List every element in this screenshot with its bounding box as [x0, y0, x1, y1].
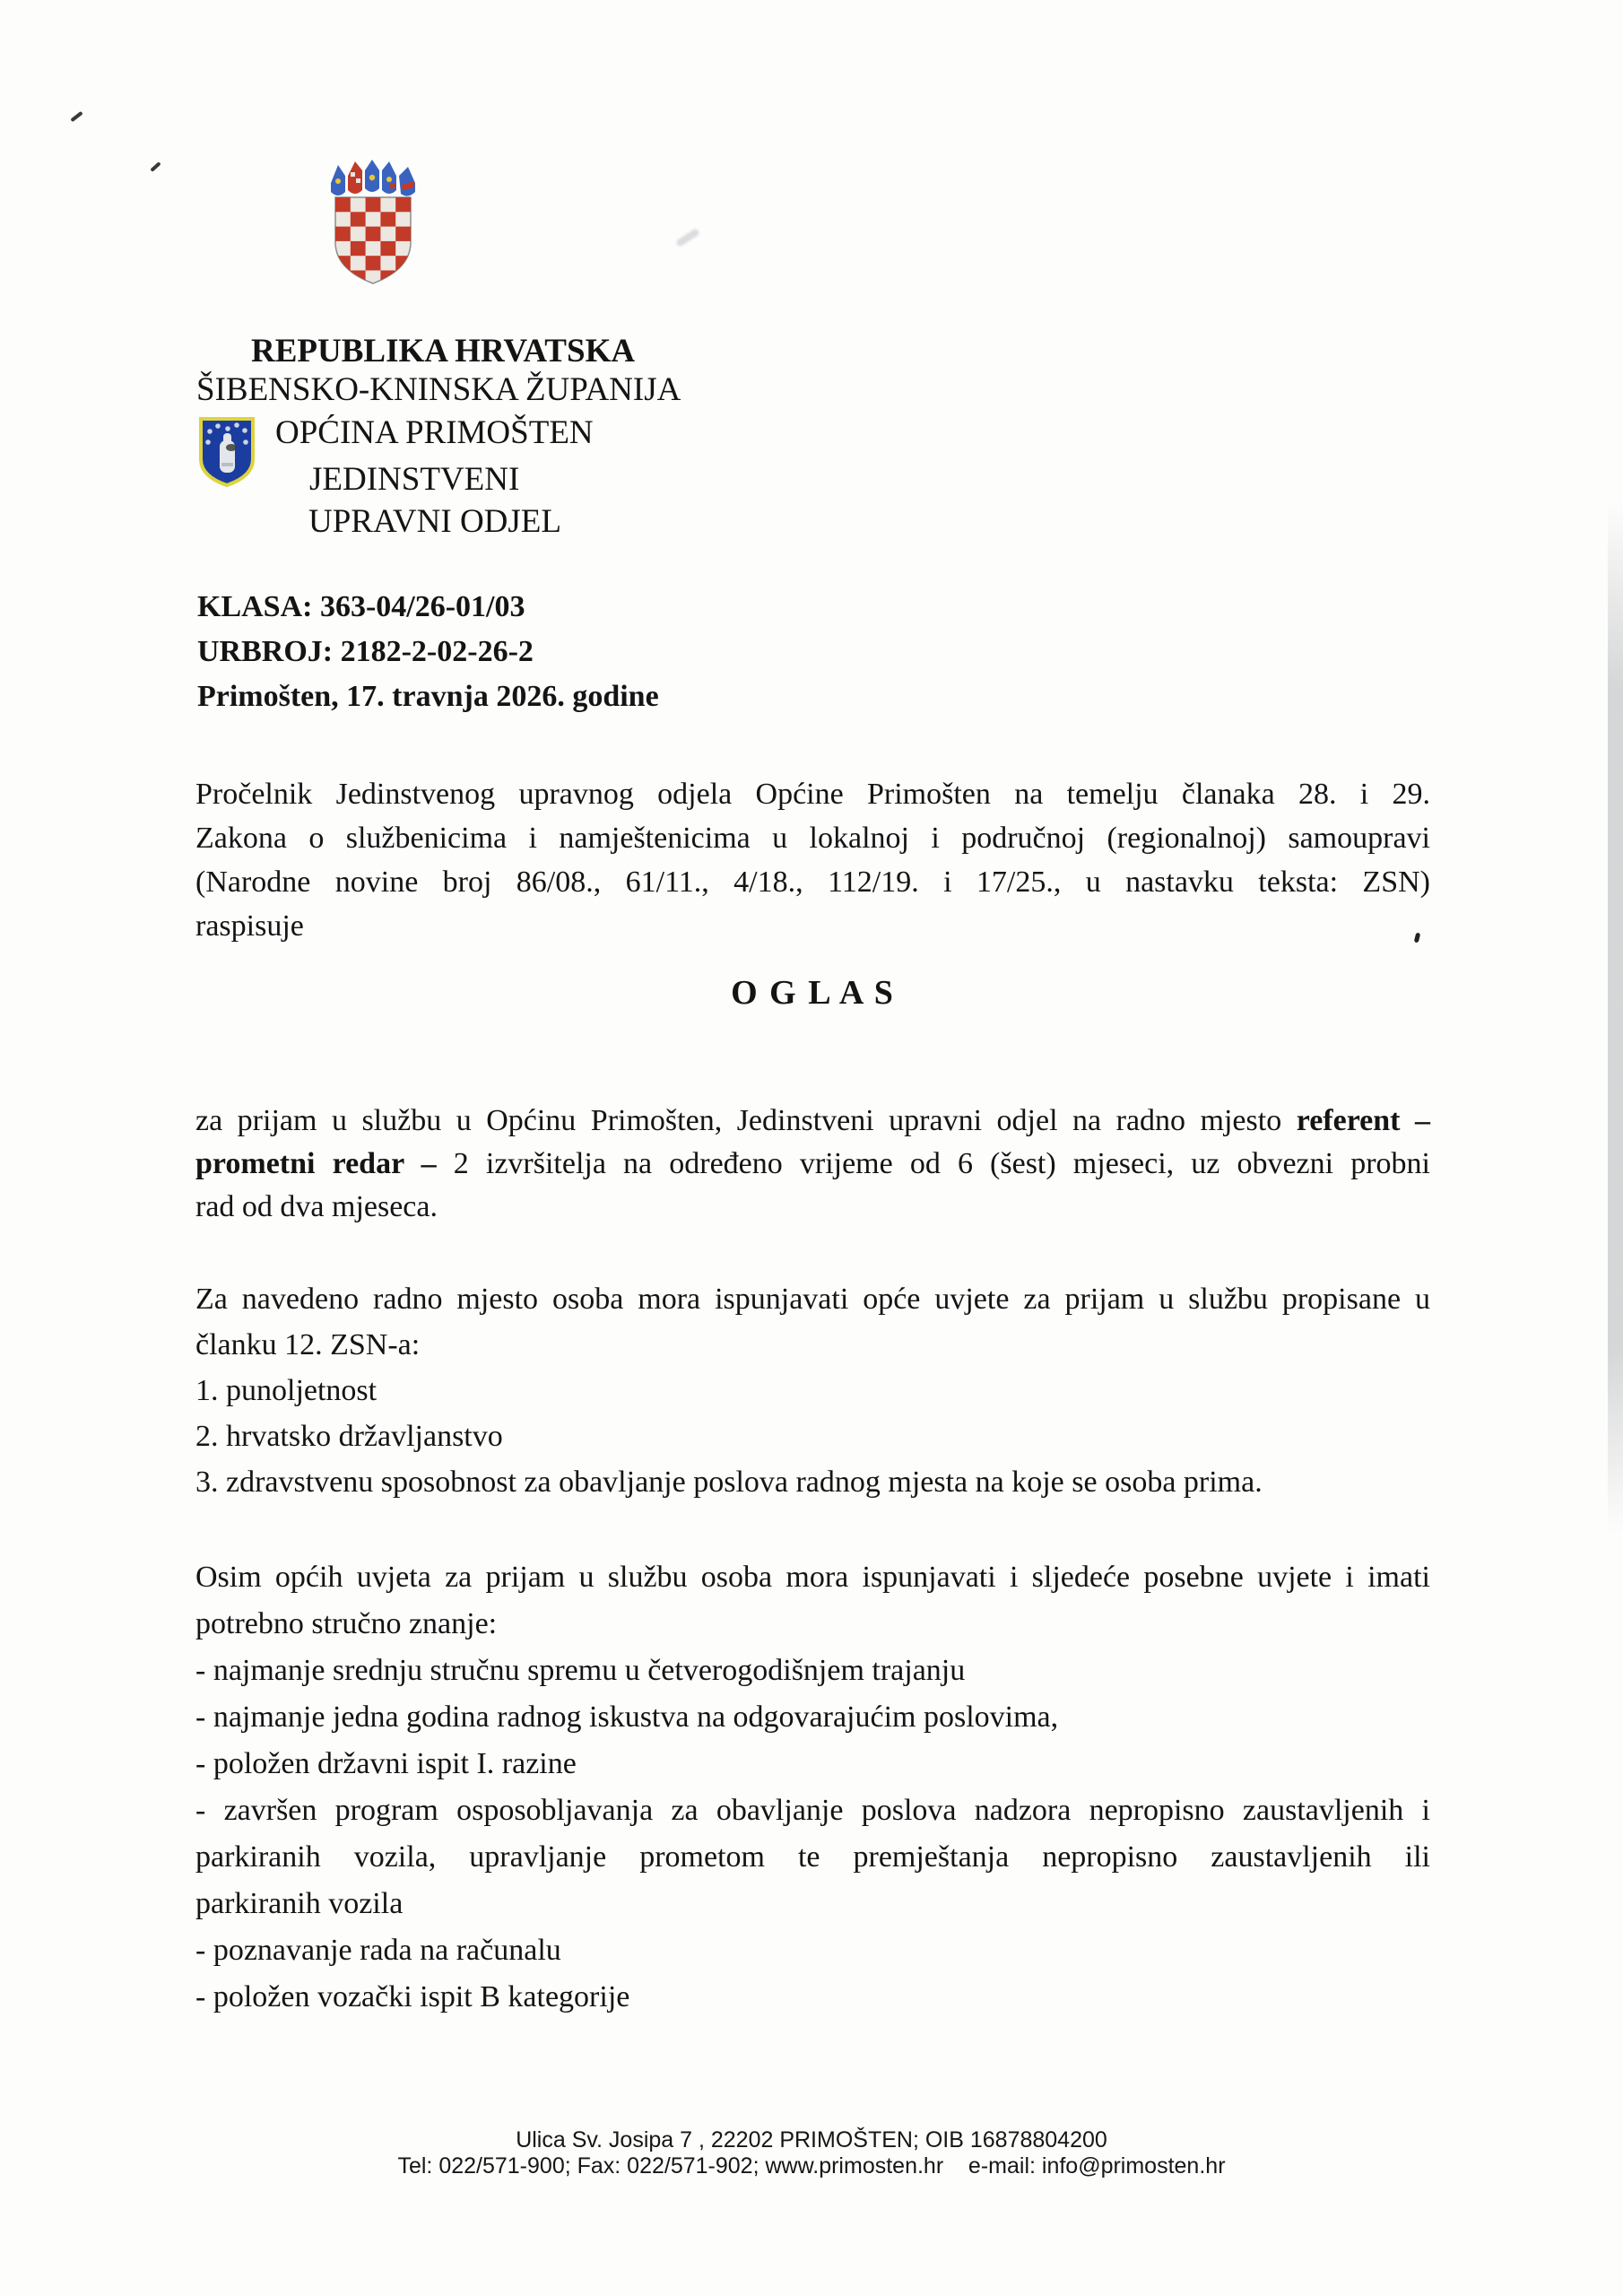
scan-mark	[150, 161, 161, 172]
header-department-line1: JEDINSTVENI	[309, 461, 520, 498]
paragraph-line: članku 12. ZSN-a:	[195, 1328, 421, 1361]
paragraph-line: 3. zdravstvenu sposobnost za obavljanje poslova radnog mjesta na koje se osoba prima.	[195, 1465, 1263, 1499]
paragraph-general-conditions	[195, 1276, 1430, 1505]
reference-block	[197, 585, 659, 719]
scan-mark	[70, 111, 82, 122]
urbroj-line: URBROJ: 2182-2-02-26-2	[197, 635, 534, 668]
footer-contact-line: Tel: 022/571-900; Fax: 022/571-902; www.primosten.hr e-mail: info@primosten.hr	[397, 2153, 1226, 2179]
paragraph-line: parkiranih vozila	[195, 1887, 404, 1920]
footer	[6, 2127, 1617, 2179]
paragraph-line: Za navedeno radno mjesto osoba mora ispunjavati opće uvjete za prijam u službu propisane u	[195, 1283, 1430, 1316]
document-title: O G L A S	[731, 974, 895, 1012]
paragraph-line: (Narodne novine broj 86/08., 61/11., 4/18., 112/19. i 17/25., u nastavku teksta: ZSN)	[195, 865, 1430, 899]
paragraph-line: 2. hrvatsko državljanstvo	[195, 1420, 503, 1453]
paragraph-intro	[195, 772, 1430, 948]
paragraph-line: 1. punoljetnost	[195, 1374, 378, 1407]
paragraph-line: - najmanje srednju stručnu spremu u četverogodišnjem trajanju	[195, 1654, 966, 1687]
paragraph-line: - najmanje jedna godina radnog iskustva na odgovarajućim poslovima,	[195, 1700, 1059, 1734]
header-municipality: OPĆINA PRIMOŠTEN	[275, 414, 594, 451]
paragraph-line: rad od dva mjeseca.	[195, 1190, 438, 1223]
croatia-coat-of-arms-icon	[330, 160, 416, 285]
paragraph-line: Pročelnik Jedinstvenog upravnog odjela Općine Primošten na temelju članaka 28. i 29.	[195, 778, 1430, 811]
klasa-line: KLASA: 363-04/26-01/03	[197, 590, 525, 623]
header-department-line2: UPRAVNI ODJEL	[308, 503, 561, 540]
scan-smudge	[675, 228, 700, 248]
paragraph-line: za prijam u službu u Općinu Primošten, Jedinstveni upravni odjel na radno mjesto referent –	[195, 1104, 1431, 1137]
paragraph-position	[195, 1100, 1430, 1229]
paragraph-line: - završen program osposobljavanja za obavljanje poslova nadzora nepropisno zaustavljenih i	[195, 1794, 1430, 1827]
paragraph-line: - položen državni ispit I. razine	[195, 1747, 577, 1780]
paragraph-line: raspisuje	[195, 909, 304, 943]
paragraph-line: prometni redar – 2 izvršitelja na određeno vrijeme od 6 (šest) mjeseci, uz obvezni probni	[195, 1147, 1430, 1180]
paragraph-line: parkiranih vozila, upravljanje prometom te premještanja nepropisno zaustavljenih ili	[195, 1840, 1430, 1874]
place-date-line: Primošten, 17. travnja 2026. godine	[197, 680, 659, 713]
paragraph-line: potrebno stručno znanje:	[195, 1607, 498, 1640]
scan-edge-shadow	[1608, 502, 1623, 1534]
header-county: ŠIBENSKO-KNINSKA ŽUPANIJA	[196, 371, 681, 408]
primosten-emblem-icon	[198, 416, 256, 488]
header-republic: REPUBLIKA HRVATSKA	[251, 333, 636, 370]
paragraph-line: - poznavanje rada na računalu	[195, 1934, 561, 1967]
paragraph-line: - položen vozački ispit B kategorije	[195, 1980, 630, 2013]
paragraph-special-conditions	[195, 1554, 1430, 2021]
paragraph-line: Osim općih uvjeta za prijam u službu osoba mora ispunjavati i sljedeće posebne uvjete i imati	[195, 1561, 1430, 1594]
paragraph-line: Zakona o službenicima i namještenicima u lokalnoj i područnoj (regionalnoj) samoupravi	[195, 822, 1430, 855]
footer-address-line: Ulica Sv. Josipa 7 , 22202 PRIMOŠTEN; OIB 16878804200	[516, 2127, 1107, 2152]
